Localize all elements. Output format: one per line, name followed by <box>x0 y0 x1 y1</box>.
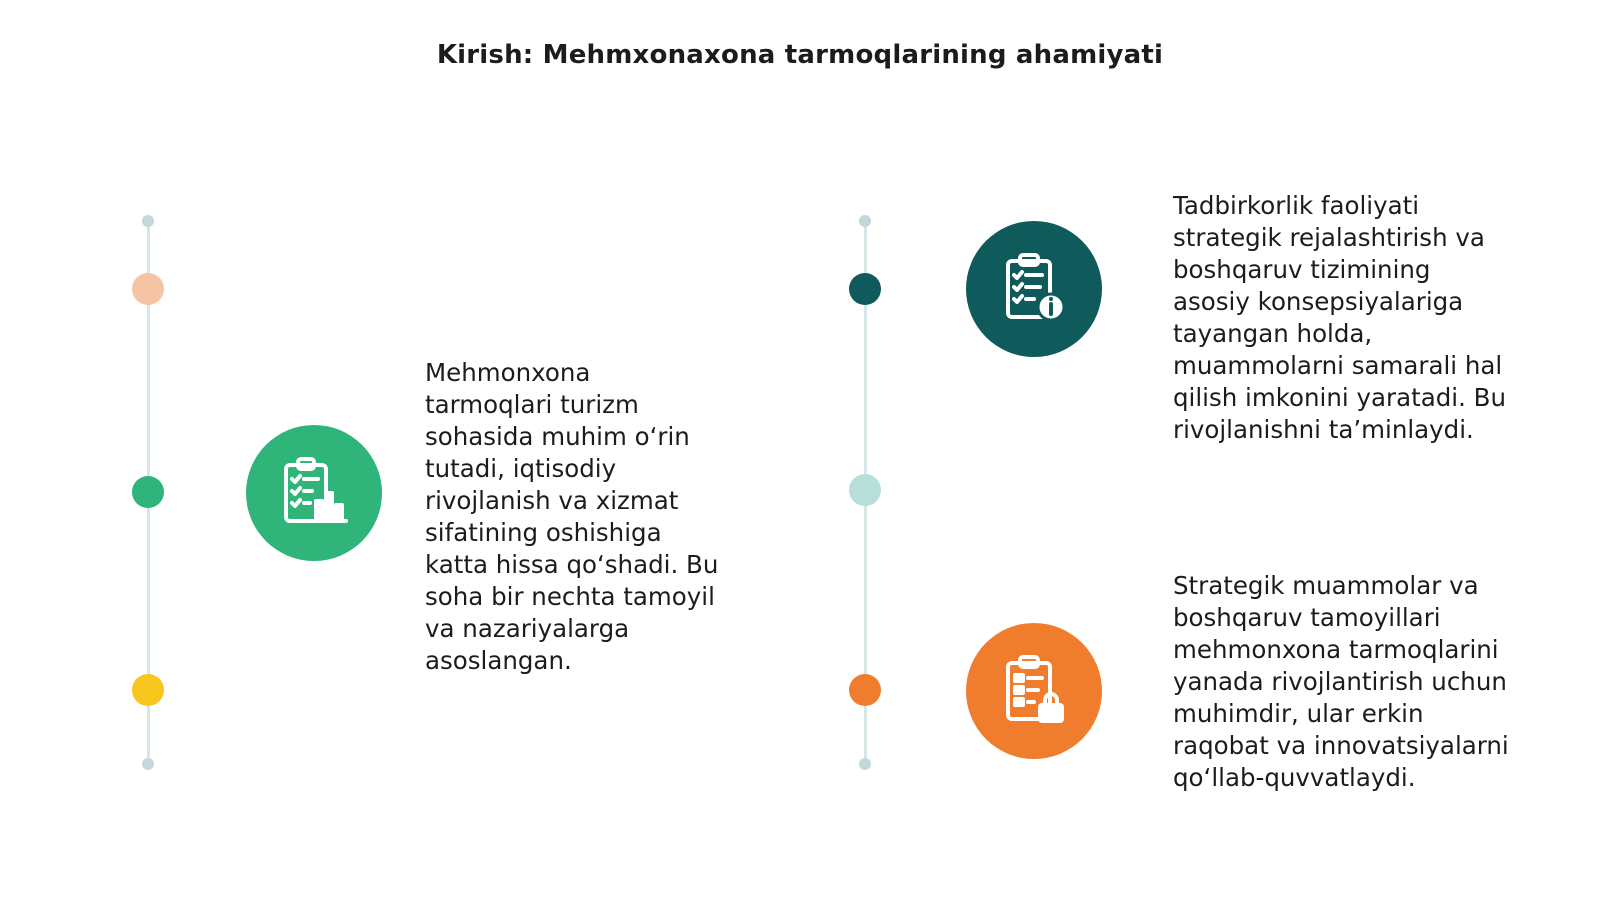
right-timeline-start-dot <box>859 215 871 227</box>
right-timeline-end-dot <box>859 758 871 770</box>
left-timeline-node-green <box>132 476 164 508</box>
left-timeline-node-peach <box>132 273 164 305</box>
right-timeline-node-orange <box>849 674 881 706</box>
left-block-text: Mehmonxona tarmoqlari turizm sohasida muhim o‘rin tutadi, iqtisodiy rivojlanish va xizmat sifatining oshishiga katta hissa qo‘shadi. Bu soha bir nechta tamoyil va nazariyalarga asoslangan. <box>425 358 719 675</box>
right-top-block-text: Tadbirkorlik faoliyati strategik rejalashtirish va boshqaruv tizimining asosiy konsepsiyalariga tayangan holda, muammolarni samarali hal qilish imkonini yaratadi. Bu rivojlanishni ta’minlaydi. <box>1173 191 1506 444</box>
left-timeline-start-dot <box>142 215 154 227</box>
right-timeline-node-dark-teal <box>849 273 881 305</box>
clipboard-lock-icon <box>966 623 1102 759</box>
left-timeline-node-yellow <box>132 674 164 706</box>
right-timeline-node-mint <box>849 474 881 506</box>
clipboard-chart-icon <box>246 425 382 561</box>
page-title: Kirish: Mehmxonaxona tarmoqlarining ahamiyati <box>436 40 1164 70</box>
right-bottom-block-text: Strategik muammolar va boshqaruv tamoyillari mehmonxona tarmoqlarini yanada rivojlantirish uchun muhimdir, ular erkin raqobat va innovatsiyalarni qo‘llab-quvvatlaydi. <box>1173 571 1509 792</box>
left-timeline-end-dot <box>142 758 154 770</box>
clipboard-info-icon <box>966 221 1102 357</box>
